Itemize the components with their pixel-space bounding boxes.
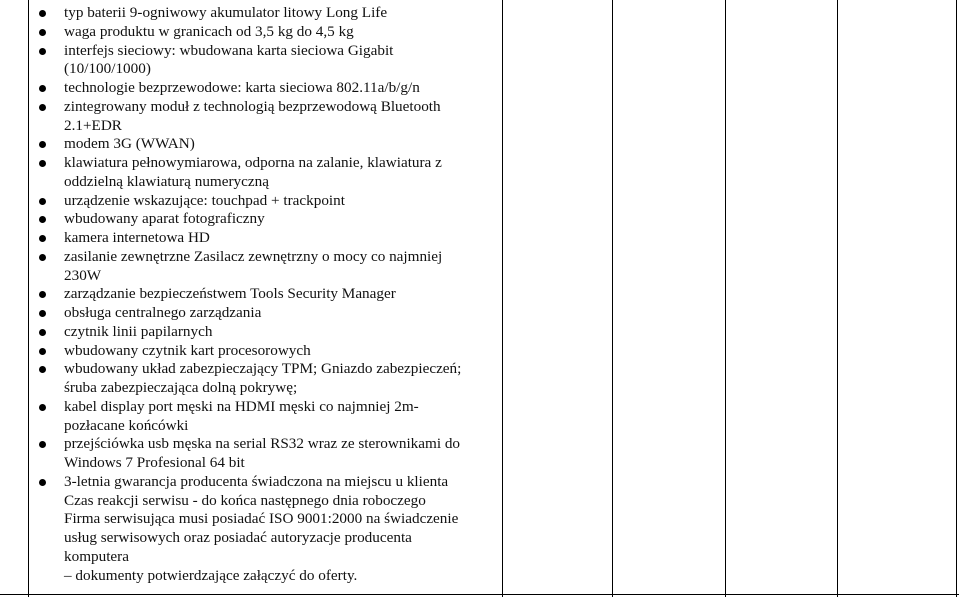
spec-item-text: Czas reakcji serwisu - do końca następnego dnia roboczego <box>64 491 426 509</box>
spec-item <box>30 23 505 42</box>
spec-item-text: zarządzanie bezpieczeństwem Tools Security Manager <box>64 285 396 303</box>
spec-item-text: kabel display port męski na HDMI męski co najmniej 2m- <box>64 397 419 415</box>
bullet-icon <box>39 479 46 486</box>
bullet-icon <box>39 254 46 261</box>
spec-item <box>30 192 505 211</box>
spec-item-text-continued: 230W <box>64 266 102 284</box>
bullet-icon <box>39 348 46 355</box>
column-divider-2 <box>612 0 613 597</box>
specification-list <box>30 4 505 585</box>
spec-item-text: kamera internetowa HD <box>64 229 210 246</box>
bullet-icon <box>39 216 46 223</box>
bullet-icon <box>39 29 46 36</box>
spec-item <box>30 285 505 304</box>
spec-item-text-continued: Windows 7 Profesional 64 bit <box>64 454 245 471</box>
spec-item-text: zintegrowany moduł z technologią bezprzewodową Bluetooth <box>64 97 441 115</box>
spec-item-text: Firma serwisująca musi posiadać ISO 9001:2000 na świadczenie <box>64 510 459 528</box>
table-border-bottom <box>0 594 959 595</box>
table-border-right <box>956 0 957 597</box>
spec-item-text: 3-letnia gwarancja producenta świadczona na miejscu u klienta <box>64 472 449 490</box>
spec-item <box>30 135 505 154</box>
table-border-left <box>28 0 29 597</box>
spec-item-text: interfejs sieciowy: wbudowana karta sieciowa Gigabit <box>64 41 394 59</box>
spec-item <box>30 398 505 436</box>
bullet-icon <box>39 48 46 55</box>
spec-item <box>30 548 505 567</box>
spec-item <box>30 79 505 98</box>
spec-item <box>30 304 505 323</box>
spec-item <box>30 342 505 361</box>
bullet-icon <box>39 310 46 317</box>
spec-item-text: usług serwisowych oraz posiadać autoryzacje producenta <box>64 529 412 546</box>
spec-item-text: wbudowany czytnik kart procesorowych <box>64 341 311 359</box>
spec-item-text: modem 3G (WWAN) <box>64 135 195 153</box>
bullet-icon <box>39 291 46 298</box>
bullet-icon <box>39 441 46 448</box>
spec-item <box>30 323 505 342</box>
spec-item-text-continued: oddzielną klawiaturą numeryczną <box>64 172 269 190</box>
spec-item-text-continued: pozłacane końcówki <box>64 416 189 434</box>
spec-item <box>30 210 505 229</box>
spec-item-text: urządzenie wskazujące: touchpad + trackpoint <box>64 191 345 209</box>
spec-item-text: waga produktu w granicach od 3,5 kg do 4,5 kg <box>64 22 354 40</box>
spec-item-text: wbudowany układ zabezpieczający TPM; Gniazdo zabezpieczeń; <box>64 360 462 378</box>
spec-item-text: – dokumenty potwierdzające załączyć do oferty. <box>64 566 358 584</box>
spec-item-text: typ baterii 9-ogniwowy akumulator litowy Long Life <box>64 4 388 21</box>
spec-item <box>30 473 505 492</box>
column-divider-4 <box>837 0 838 597</box>
spec-item-text: komputera <box>64 547 129 565</box>
bullet-icon <box>39 366 46 373</box>
spec-item <box>30 154 505 192</box>
spec-item <box>30 492 505 511</box>
spec-item <box>30 360 505 398</box>
spec-item-text: wbudowany aparat fotograficzny <box>64 210 265 228</box>
spec-item-text: czytnik linii papilarnych <box>64 322 213 340</box>
bullet-icon <box>39 329 46 336</box>
spec-item <box>30 42 505 80</box>
spec-item <box>30 248 505 286</box>
spec-item <box>30 98 505 136</box>
spec-item-text: obsługa centralnego zarządzania <box>64 304 262 321</box>
spec-item-text-continued: śruba zabezpieczająca dolną pokrywę; <box>64 379 298 396</box>
bullet-icon <box>39 198 46 205</box>
spec-item-text: klawiatura pełnowymiarowa, odporna na zalanie, klawiatura z <box>64 154 442 171</box>
spec-item <box>30 435 505 473</box>
spec-item <box>30 529 505 548</box>
bullet-icon <box>39 404 46 411</box>
bullet-icon <box>39 104 46 111</box>
spec-item-text: przejściówka usb męska na serial RS32 wraz ze sterownikami do <box>64 435 461 453</box>
spec-item-text-continued: (10/100/1000) <box>64 60 151 78</box>
bullet-icon <box>39 235 46 242</box>
spec-item <box>30 4 505 23</box>
bullet-icon <box>39 10 46 17</box>
spec-item-text-continued: 2.1+EDR <box>64 116 122 134</box>
spec-item-text: technologie bezprzewodowe: karta sieciowa 802.11a/b/g/n <box>64 79 420 96</box>
bullet-icon <box>39 141 46 148</box>
spec-item <box>30 567 505 586</box>
column-divider-3 <box>725 0 726 597</box>
spec-item <box>30 229 505 248</box>
spec-item <box>30 510 505 529</box>
spec-item-text: zasilanie zewnętrzne Zasilacz zewnętrzny o mocy co najmniej <box>64 247 443 265</box>
bullet-icon <box>39 160 46 167</box>
bullet-icon <box>39 85 46 92</box>
